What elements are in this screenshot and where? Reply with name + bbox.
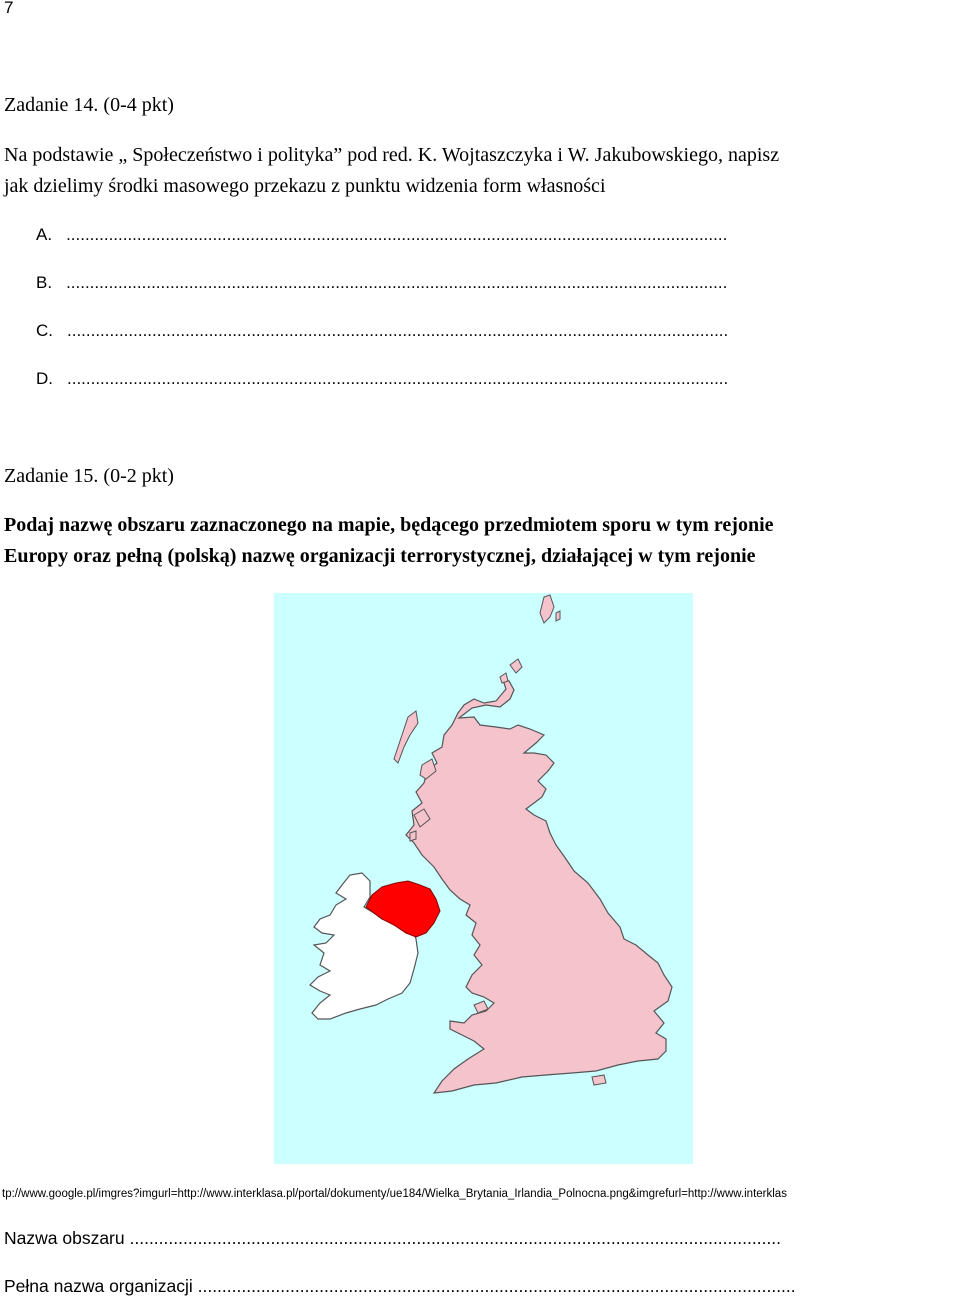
task-15-instruction-line-2: Europy oraz pełną (polską) nazwę organizacji terrorystycznej, działającej w tym rejonie [4,545,756,567]
answer-label-d: D. [36,369,53,388]
page-number: 7 [4,0,14,17]
british-isles-map [274,593,693,1164]
answer-dots-b: ............................................................................................................................................ [66,273,728,292]
answer-dots-c: ............................................................................................................................................ [67,321,729,340]
organization-name-dots: ........................................................................................................................... [197,1276,796,1296]
task-14-instruction-line-1: Na podstawie „ Społeczeństwo i polityka” pod red. K. Wojtaszczyka i W. Jakubowskiego, napisz [4,144,780,166]
area-name-dots: ...................................................................................................................................... [129,1228,782,1248]
answer-label-b: B. [36,273,53,292]
organization-name-label: Pełna nazwa organizacji [4,1276,193,1296]
area-name-label: Nazwa obszaru [4,1228,125,1248]
answer-line-b[interactable] [36,273,836,293]
answer-label-c: C. [36,321,53,340]
task-14-title: Zadanie 14. (0-4 pkt) [4,94,174,116]
answer-label-a: A. [36,225,53,244]
answer-line-a[interactable] [36,225,836,245]
answer-dots-a: ............................................................................................................................................ [66,225,728,244]
task-14-instruction-line-2: jak dzielimy środki masowego przekazu z punktu widzenia form własności [4,175,606,197]
organization-name-field[interactable] [4,1276,956,1297]
task-15-title: Zadanie 15. (0-2 pkt) [4,465,174,487]
image-source-url: tp://www.google.pl/imgres?imgurl=http://www.interklasa.pl/portal/dokumenty/ue184/Wielka_Brytania_Irlandia_Polnocna.png&imgrefurl=http://www.interklas [2,1188,787,1200]
task-15-instruction-line-1: Podaj nazwę obszaru zaznaczonego na mapie, będącego przedmiotem sporu w tym rejonie [4,514,774,536]
answer-line-d[interactable] [36,369,832,389]
island-isle-of-wight [592,1075,606,1085]
area-name-field[interactable] [4,1228,954,1249]
answer-line-c[interactable] [36,321,832,341]
answer-dots-d: ............................................................................................................................................ [67,369,729,388]
